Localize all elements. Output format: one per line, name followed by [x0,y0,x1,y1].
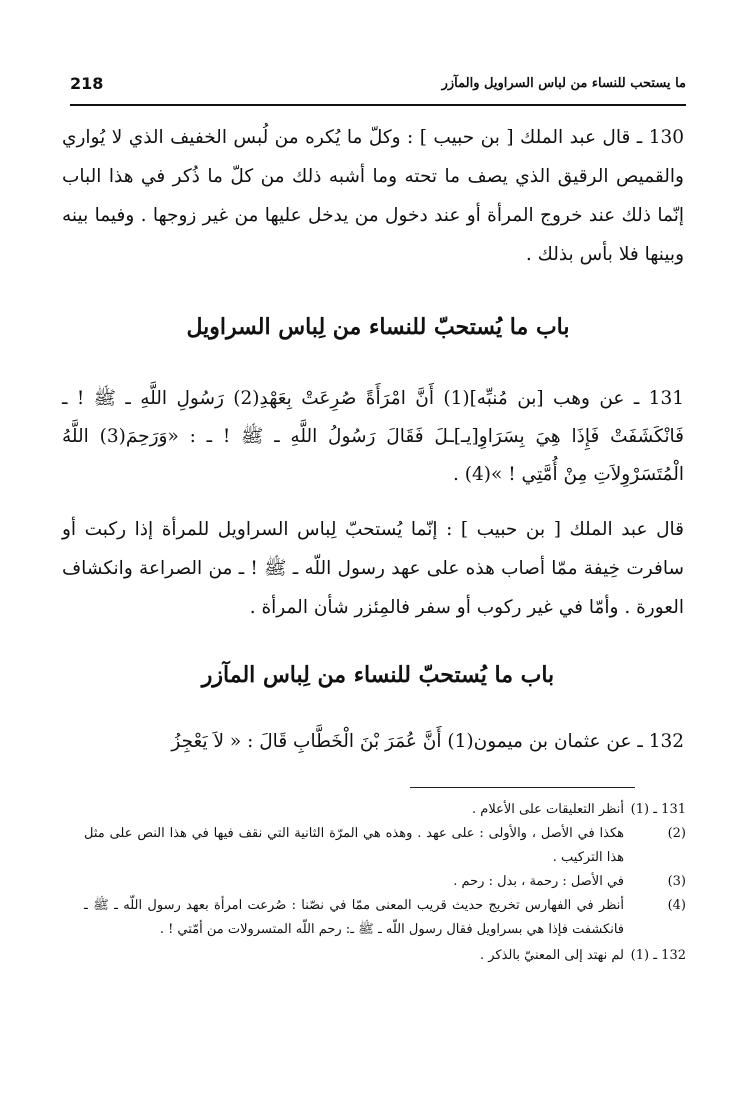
section-heading-mizar: باب ما يُستحبّ للنساء من لِباس المآزر [201,662,555,688]
footnote-number: (2) [667,826,686,841]
footnote [84,798,686,822]
footnote-number: (3) [667,874,686,889]
footnote-text: لم نهتد إلى المعنيّ بالذكر . [479,948,624,963]
page-number: 218 [70,74,104,93]
footnote-text: أنظر في الفهارس تخريج حديث قريب المعنى ممّا في نصّنا : صُرعت امرأة بعهد رسول اللّه ـ ﷺ ـ فانكشفت فإذا هي بسراويل فقال رسول اللّه ـ ﷺ ـ: رحم اللّه المتسرولات من أمّتي ! . [84,898,624,937]
footnote-text: في الأصل : رحمة ، بدل : رحم . [453,874,624,889]
footnote-text: أنظر التعليقات على الأعلام . [472,802,624,817]
footnote [84,822,686,870]
footnote-text: هكذا في الأصل ، والأولى : على عهد . وهذه هي المرّة الثانية التي نقف فيها في هذا النص على مثل هذا التركيب . [84,826,624,865]
footnote-rule [410,787,635,788]
running-title: ما يستحب للنساء من لباس السراويل والمآزر [441,76,686,91]
footnote-number: 131 ـ (1) [630,802,686,817]
footnote [84,894,686,942]
footnotes [84,798,686,968]
page-header [70,74,686,93]
paragraph-131-commentary: قال عبد الملك [ بن حبيب ] : إنّما يُستحبّ لِباس السراويل للمرأة إذا ركبت أو سافرت خِيفة ممّا أصاب هذه على عهد رسول اللّه ـ ﷺ ! ـ من الصراعة وانكشاف العورة . وأمّا في غير ركوب أو سفر فالمِئزر شأن المرأة . [62,519,684,618]
section-heading-trousers: باب ما يُستحبّ للنساء من لِباس السراويل [186,314,570,340]
paragraph-131: 131 ـ عن وهب [بن مُنبِّه](1) أَنَّ امْرَأَةً صُرِعَتْ بِعَهْدِ(2) رَسُولِ اللَّهِ ـ ﷺ ! ـ فَانْكَشَفَتْ فَإِذَا هِيَ بِسَرَاوِ[يـ]ـلَ فَقَالَ رَسُولُ اللَّهِ ـ ﷺ ! ـ : «وَرَحِمَ(3) اللَّهُ الْمُتَسَرْوِلاَتِ مِنْ أُمَّتِي ! »(4) . [62,388,684,485]
paragraph-130: 130 ـ قال عبد الملك [ بن حبيب ] : وكلّ ما يُكره من لُبس الخفيف الذي لا يُواري والقميص الرقيق الذي يصف ما تحته وما أشبه ذلك من كلّ ما ذُكر في هذا الباب إنّما ذلك عند خروج المرأة أو عند دخول من يدخل عليها من غير زوجها . وفيما بينه وبينها فلا بأس بذلك . [62,127,684,265]
footnote-number: 132 ـ (1) [630,948,686,963]
header-rule [70,104,686,106]
paragraph-132: 132 ـ عن عثمان بن ميمون(1) أَنَّ عُمَرَ بْنَ الْخَطَّابِ قَالَ : « لاَ يَعْجِزُ [171,731,684,752]
footnote [84,870,686,894]
footnote-number: (4) [667,898,686,913]
footnote [84,944,686,968]
